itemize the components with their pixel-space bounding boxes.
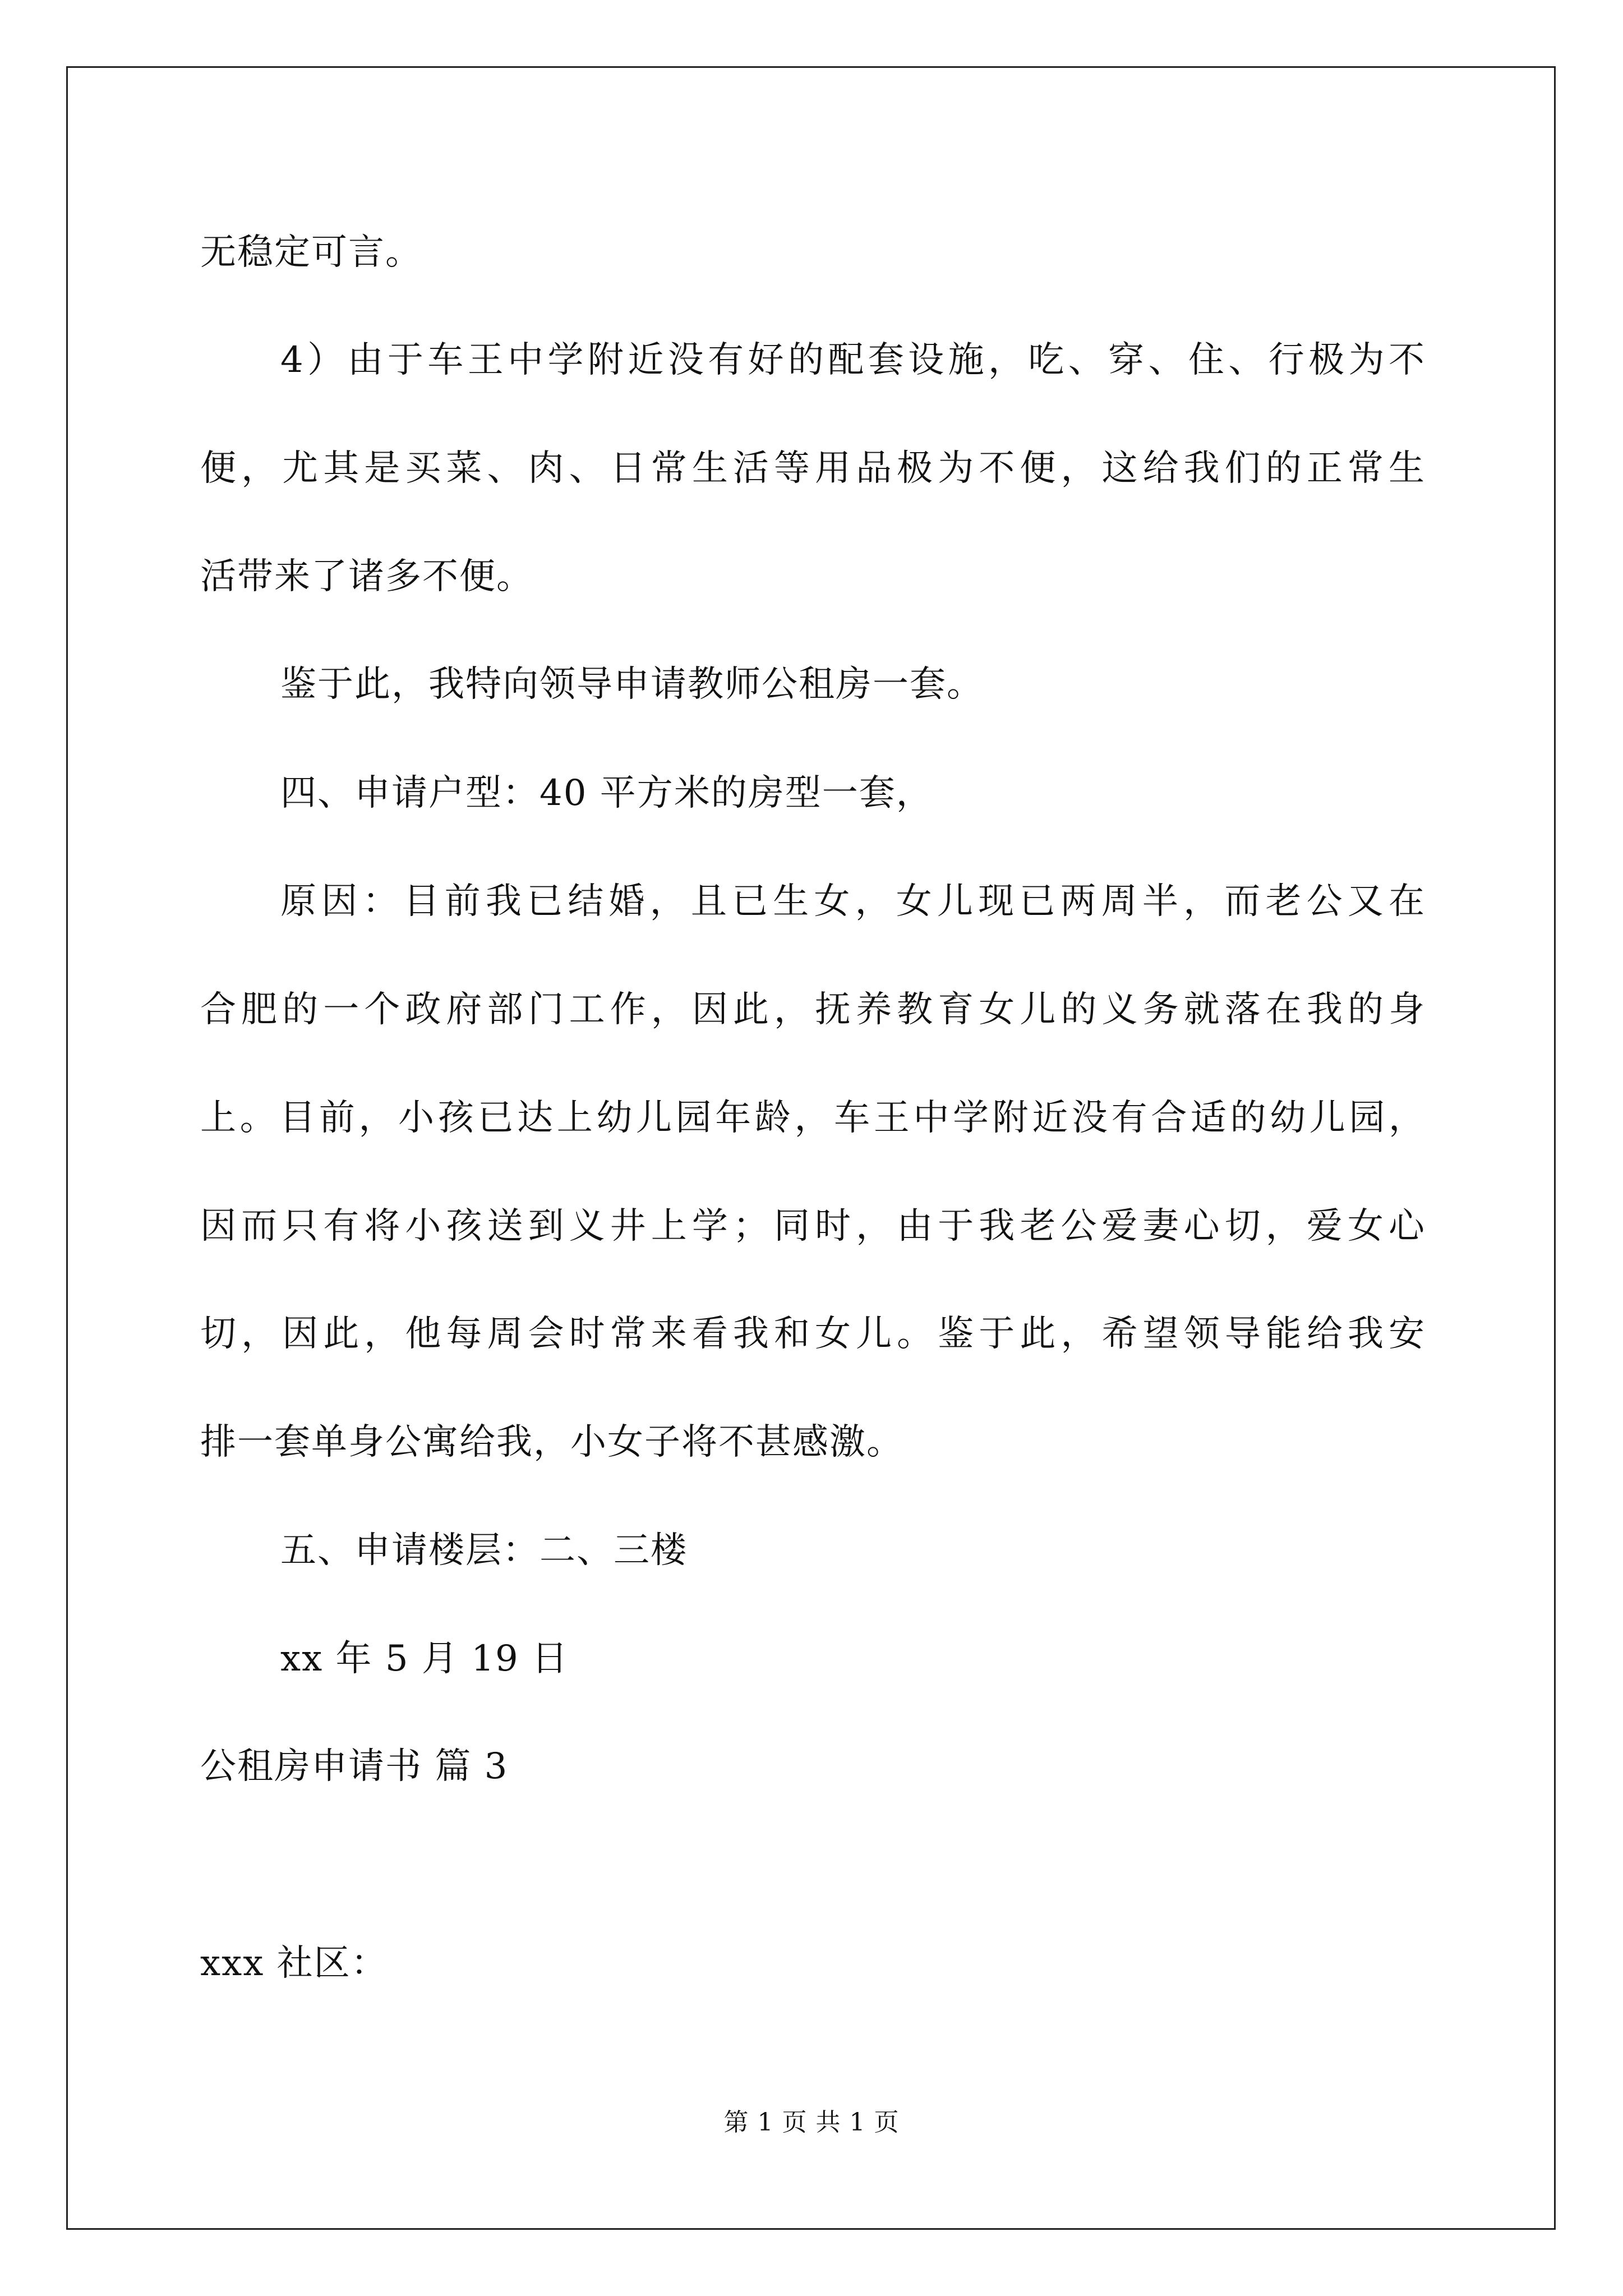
text-line: 活带来了诸多不便。: [200, 556, 533, 597]
text-line: 四、申请户型：40 平方米的房型一套，: [280, 772, 933, 814]
text-line: 排一套单身公寓给我，小女子将不甚感激。: [200, 1421, 903, 1463]
page-border: [66, 66, 1556, 2230]
text-line: 因而只有将小孩送到义井上学；同时，由于我老公爱妻心切，爱女心: [200, 1205, 1426, 1247]
text-line: 切，因此，他每周会时常来看我和女儿。鉴于此，希望领导能给我安: [200, 1313, 1426, 1355]
text-line: 便，尤其是买菜、肉、日常生活等用品极为不便，这给我们的正常生: [200, 448, 1426, 489]
text-line: 上。目前，小孩已达上幼儿园年龄，车王中学附近没有合适的幼儿园，: [200, 1097, 1426, 1139]
text-line: 鉴于此，我特向领导申请教师公租房一套。: [280, 664, 984, 705]
date-line: xx 年 5 月 19 日: [280, 1638, 569, 1680]
text-line: 4）由于车王中学附近没有好的配套设施，吃、穿、住、行极为不: [280, 339, 1426, 381]
text-line: 原因：目前我已结婚，且已生女，女儿现已两周半，而老公又在: [280, 881, 1426, 922]
text-line: 无稳定可言。: [200, 232, 422, 273]
text-line: 五、申请楼层：二、三楼: [280, 1530, 688, 1571]
section-heading: 公租房申请书 篇 3: [200, 1746, 509, 1787]
text-line: 合肥的一个政府部门工作，因此，抚养教育女儿的义务就落在我的身: [200, 989, 1426, 1030]
salutation-line: xxx 社区：: [200, 1943, 388, 1984]
page-footer: 第 1 页 共 1 页: [723, 2108, 900, 2137]
